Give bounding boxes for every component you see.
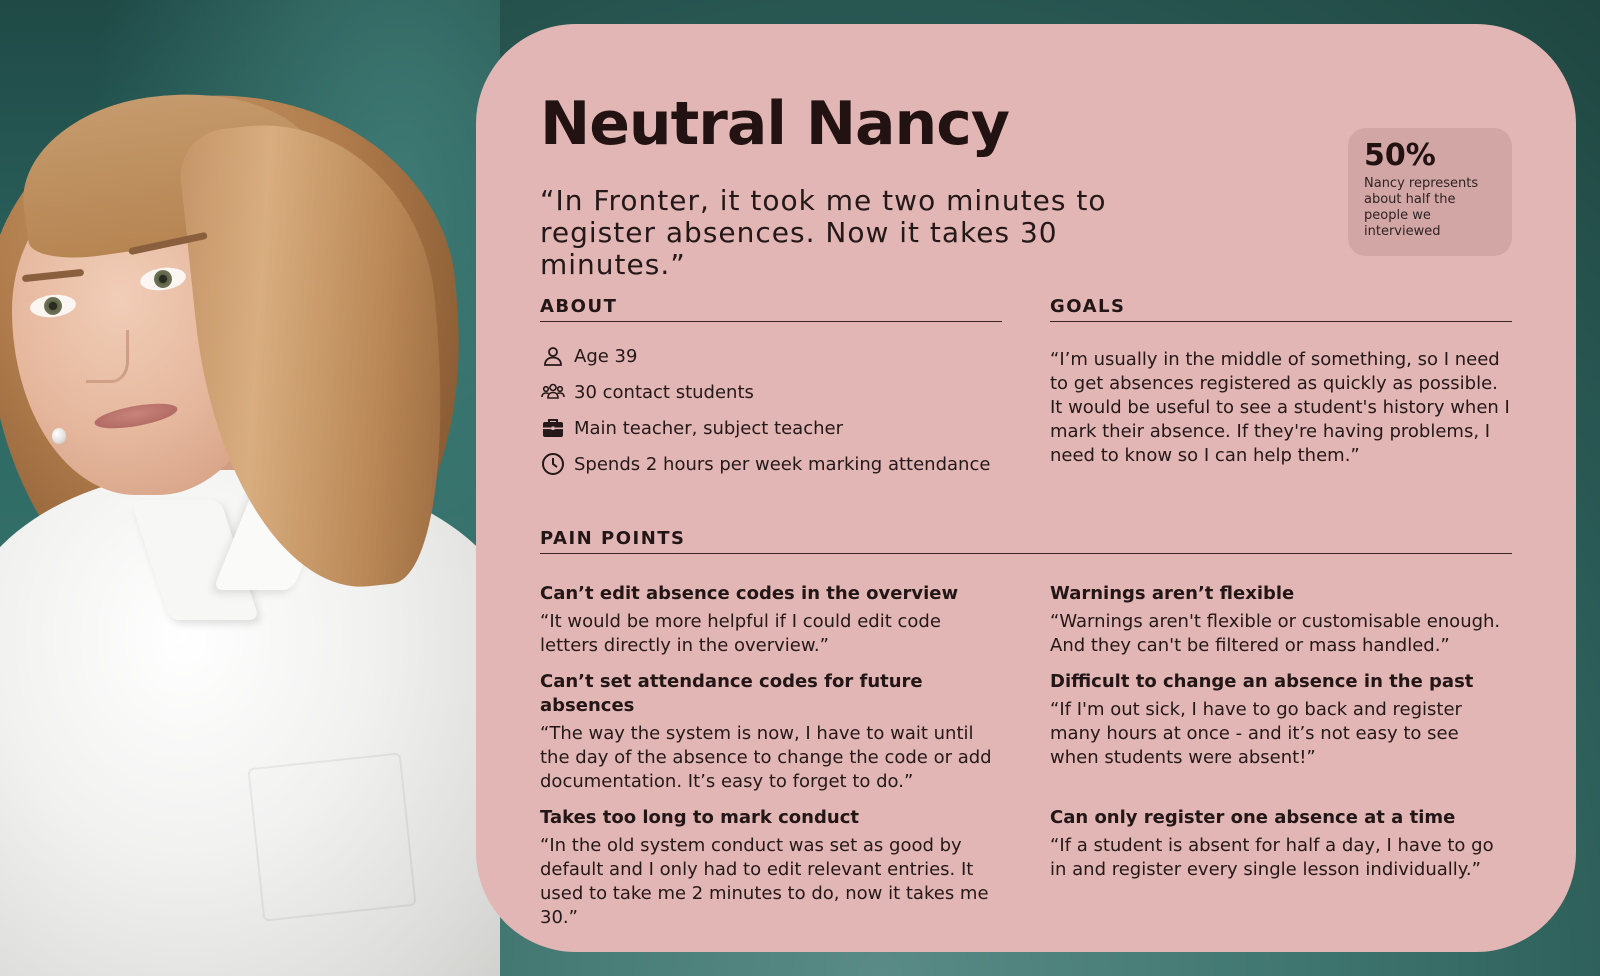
pain-point-title: Difficult to change an absence in the past bbox=[1050, 671, 1474, 692]
stat-percent: 50% bbox=[1364, 138, 1436, 173]
goals-text: “I’m usually in the middle of something, so I need to get absences registered as quickly as possible. It would be useful to see a student's history when I mark their absence. If they're having problems, I need to know so I can help them.” bbox=[1050, 349, 1510, 466]
about-item-label: Spends 2 hours per week marking attendance bbox=[574, 453, 991, 475]
pain-point-title: Takes too long to mark conduct bbox=[540, 807, 859, 828]
persona-card bbox=[476, 24, 1576, 952]
briefcase-icon bbox=[540, 415, 566, 441]
pain-point-text: “It would be more helpful if I could edit code letters directly in the overview.” bbox=[540, 611, 941, 656]
persona-header bbox=[540, 84, 1512, 281]
about-item-time bbox=[540, 446, 1002, 482]
photo-nose bbox=[86, 330, 129, 383]
about-item-age bbox=[540, 338, 1002, 374]
pain-point bbox=[1050, 670, 1512, 794]
pain-point-text: “If I'm out sick, I have to go back and register many hours at once - and it’s not easy to see when students were absent!” bbox=[1050, 699, 1462, 768]
pain-point-text: “Warnings aren't flexible or customisable enough. And they can't be filtered or mass handled.” bbox=[1050, 611, 1501, 656]
stat-box bbox=[1348, 128, 1512, 256]
about-list bbox=[540, 338, 1002, 482]
pain-point-title: Can’t edit absence codes in the overview bbox=[540, 583, 959, 604]
persona-name: Neutral Nancy bbox=[540, 89, 1009, 159]
pain-point bbox=[540, 582, 1002, 658]
person-icon bbox=[540, 343, 566, 369]
clock-icon bbox=[540, 451, 566, 477]
goals-column bbox=[1050, 296, 1512, 482]
persona-quote: “In Fronter, it took me two minutes to register absences. Now it takes 30 minutes.” bbox=[540, 184, 1107, 281]
persona-photo bbox=[0, 0, 500, 976]
photo-earring bbox=[52, 428, 66, 444]
pain-point bbox=[540, 806, 1002, 930]
pain-points-heading: PAIN POINTS bbox=[540, 528, 1512, 554]
pain-point-title: Can’t set attendance codes for future absences bbox=[540, 671, 923, 716]
pain-point-text: “The way the system is now, I have to wait until the day of the absence to change the code or add documentation. It’s easy to forget to do.” bbox=[540, 723, 992, 792]
pain-point bbox=[540, 670, 1002, 794]
goals-heading: GOALS bbox=[1050, 296, 1512, 322]
about-column bbox=[540, 296, 1002, 482]
pain-point-text: “In the old system conduct was set as good by default and I only had to edit relevant entries. It used to take me 2 minutes to do, now it takes me 30.” bbox=[540, 835, 989, 928]
pain-points-section bbox=[540, 528, 1512, 930]
group-icon bbox=[540, 379, 566, 405]
pain-point-text: “If a student is absent for half a day, I have to go in and register every single lesson individually.” bbox=[1050, 835, 1494, 880]
about-item-label: Main teacher, subject teacher bbox=[574, 417, 843, 439]
pain-point bbox=[1050, 582, 1512, 658]
about-heading: ABOUT bbox=[540, 296, 1002, 322]
pain-point bbox=[1050, 806, 1512, 930]
about-goals-section bbox=[540, 296, 1512, 482]
pain-points-grid bbox=[540, 582, 1512, 930]
about-item-role bbox=[540, 410, 1002, 446]
about-item-label: Age 39 bbox=[574, 345, 638, 367]
about-item-label: 30 contact students bbox=[574, 381, 754, 403]
pain-point-title: Can only register one absence at a time bbox=[1050, 807, 1456, 828]
stat-description: Nancy represents about half the people we interviewed bbox=[1364, 176, 1479, 239]
photo-pocket bbox=[247, 752, 416, 921]
pain-point-title: Warnings aren’t flexible bbox=[1050, 583, 1295, 604]
about-item-students bbox=[540, 374, 1002, 410]
